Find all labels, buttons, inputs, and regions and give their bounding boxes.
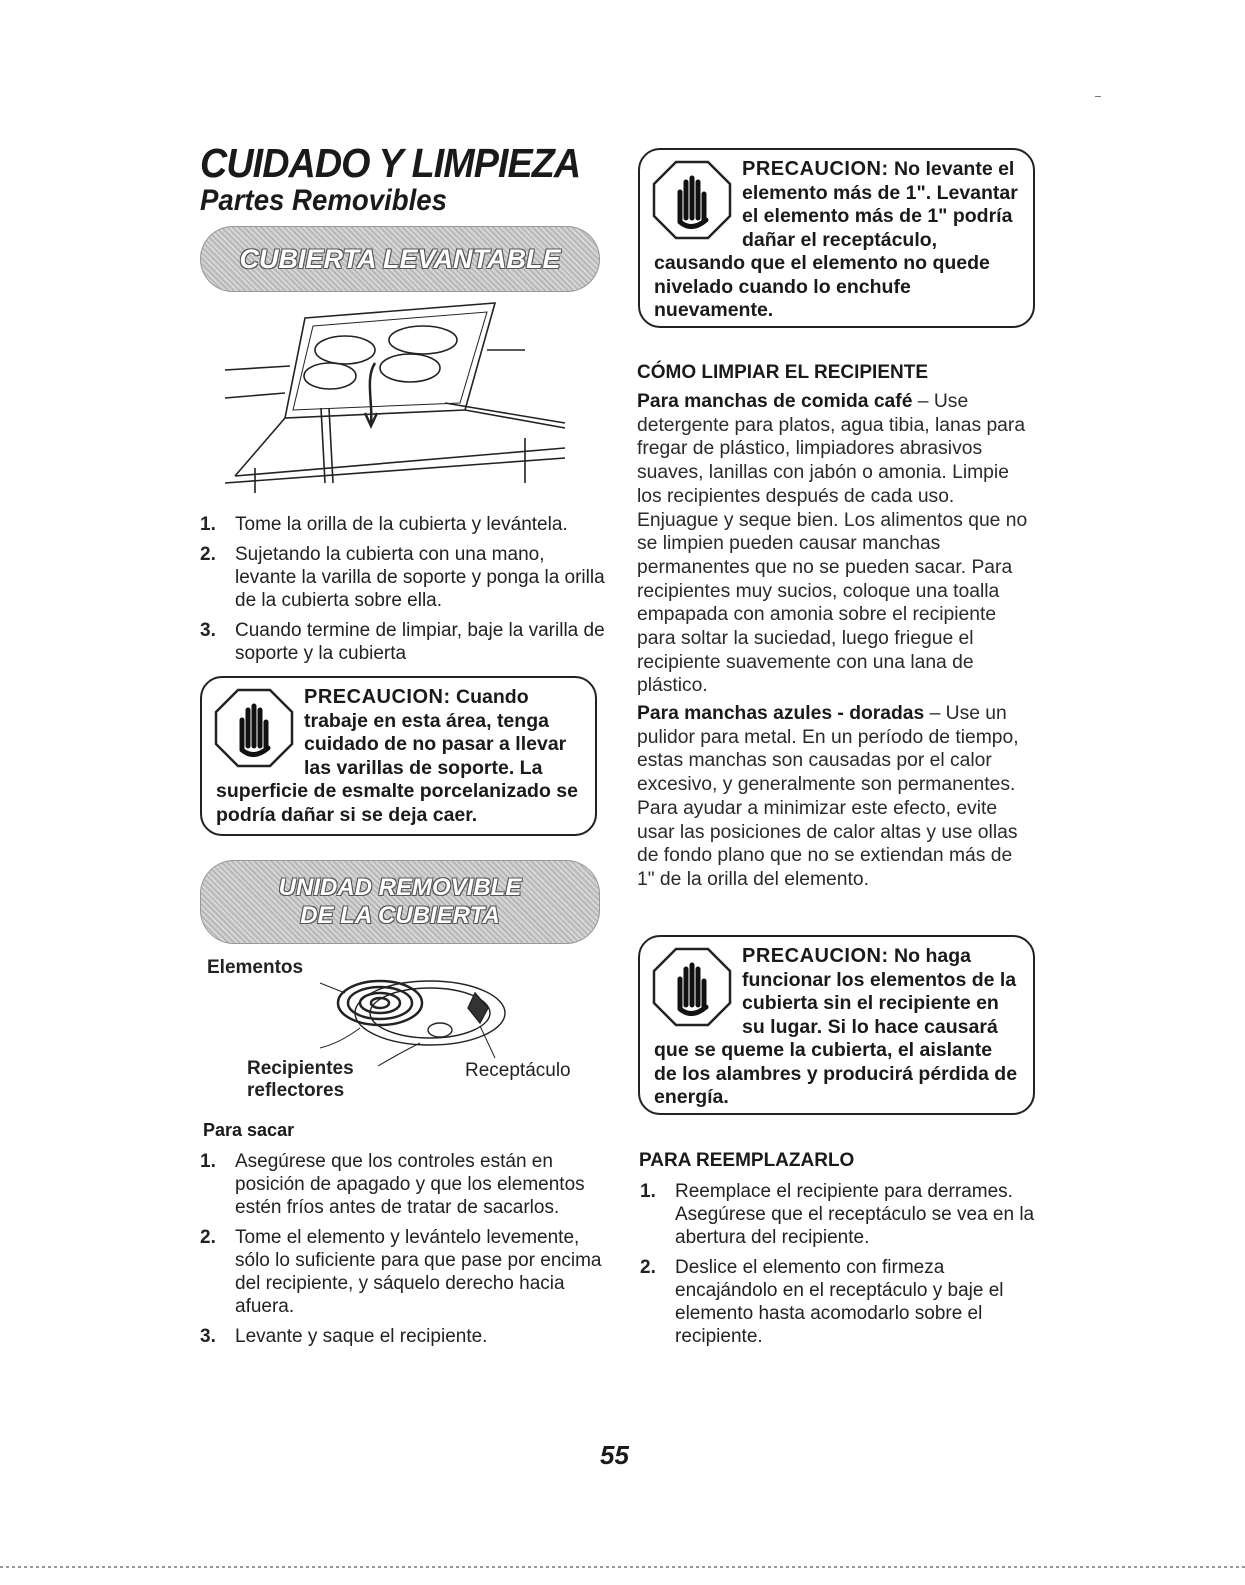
caution-box-support-rods: PRECAUCION: Cuando trabaje en esta área, tenga cuidado de no pasar a llevar las varillas de soporte. La superficie de esmalte porcelanizado se podría dañar si se deja caer. — [200, 676, 597, 836]
stop-hand-icon — [652, 160, 732, 240]
scan-mark — [1095, 96, 1101, 97]
label-recipientes: Recipientes — [247, 1058, 354, 1079]
remove-steps-list — [200, 1150, 605, 1355]
label-receptaculo: Receptáculo — [465, 1060, 571, 1081]
list-item: 2. Deslice el elemento con firmeza encajándolo en el receptáculo y baje el elemento hasta acomodarlo sobre el recipiente. — [640, 1257, 1004, 1347]
replace-heading: PARA REEMPLAZARLO — [639, 1150, 855, 1171]
clean-paragraph-2: Para manchas azules - doradas – Use un pulidor para metal. En un período de tiempo, estas manchas son causadas por el calor excesivo, y generalmente son permanentes. Para ayudar a minimizar este efecto, evite usar las posiciones de calor altas y use ollas de fondo plano que no se extiendan más de 1" de la orilla del elemento. — [637, 703, 1019, 890]
section-banner-unidad: UNIDAD REMOVIBLE DE LA CUBIERTA — [200, 860, 600, 944]
scan-edge-line — [0, 1566, 1245, 1568]
lift-steps-list — [200, 513, 610, 672]
clean-heading: CÓMO LIMPIAR EL RECIPIENTE — [637, 362, 929, 383]
list-item: 1. Asegúrese que los controles están en posición de apagado y que los elementos estén fríos antes de tratar de sacarlos. — [200, 1151, 585, 1218]
page-title: CUIDADO Y LIMPIEZA — [200, 140, 581, 186]
label-reflectores: reflectores — [247, 1080, 345, 1101]
section-banner-cubierta: CUBIERTA LEVANTABLE — [200, 226, 600, 292]
list-item: 1. Tome la orilla de la cubierta y levántela. — [200, 514, 568, 535]
list-item: 3. Levante y saque el recipiente. — [200, 1326, 488, 1347]
stop-hand-icon — [214, 688, 294, 768]
cooktop-lift-illustration — [225, 298, 575, 498]
list-item: 1. Reemplace el recipiente para derrames. Asegúrese que el receptáculo se vea en la abertura del recipiente. — [640, 1181, 1035, 1248]
remove-heading: Para sacar — [203, 1120, 295, 1140]
element-pan-illustration — [300, 968, 510, 1068]
page-number: 55 — [600, 1440, 629, 1470]
list-item: 2. Sujetando la cubierta con una mano, levante la varilla de soporte y ponga la orilla de la cubierta sobre ella. — [200, 544, 605, 611]
clean-paragraph-1: Para manchas de comida café – Use detergente para platos, agua tibia, lanas para fregar de plástico, limpiadores abrasivos suaves, lanillas con jabón o amonia. Limpie los recipientes después de cada uso. Enjuague y seque bien. Los alimentos que no se limpien pueden causar manchas permanentes que no se pueden sacar. Para recipientes muy sucios, coloque una toalla empapada con amonia sobre el recipiente para soltar la suciedad, luego friegue el recipiente suavemente con una lana de plástico. — [637, 391, 1028, 697]
caution-box-no-pan: PRECAUCION: No haga funcionar los elementos de la cubierta sin el recipiente en su lugar. Si lo hace causará que se queme la cubierta, el aislante de los alambres y producirá pérdida de energía. — [638, 935, 1035, 1115]
stop-hand-icon — [652, 947, 732, 1027]
list-item: 3. Cuando termine de limpiar, baje la varilla de soporte y la cubierta — [200, 620, 605, 664]
caution-box-lift-limit: PRECAUCION: No levante el elemento más de 1". Levantar el elemento más de 1" podría dañar el receptáculo, causando que el elemento no quede nivelado cuando lo enchufe nuevamente. — [638, 148, 1035, 328]
page-subtitle: Partes Removibles — [200, 184, 447, 217]
replace-steps-list — [640, 1180, 1035, 1355]
list-item: 2. Tome el elemento y levántelo levemente, sólo lo suficiente para que pase por encima del recipiente, y sáquelo derecho hacia afuera. — [200, 1227, 602, 1317]
label-elementos: Elementos — [207, 957, 304, 978]
